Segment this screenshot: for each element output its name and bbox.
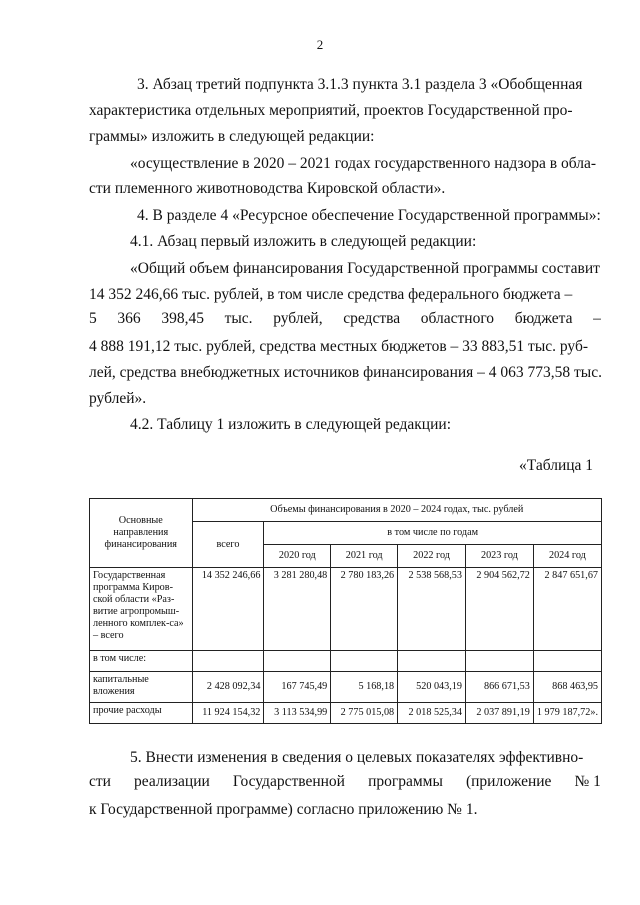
word: № 1 — [574, 773, 601, 790]
row-total: 11 924 154,32 — [192, 703, 264, 724]
row-value: 3 113 534,99 — [264, 703, 331, 724]
quote-41-line-6: рублей». — [89, 390, 147, 407]
row-value: 1 979 187,72». — [533, 703, 601, 724]
row-value: 3 281 280,48 — [264, 568, 331, 651]
paragraph-4-1: 4.1. Абзац первый изложить в следующей редакции: — [130, 233, 477, 250]
row-value: 868 463,95 — [533, 672, 601, 703]
word: 366 — [117, 310, 141, 327]
word: рублей, — [273, 310, 323, 327]
table-row — [90, 703, 602, 724]
word: бюджета — [514, 310, 573, 327]
paragraph-3-line-1: 3. Абзац третий подпункта 3.1.3 пункта 3.1 раздела 3 «Обобщенная — [137, 76, 583, 93]
header-year: 2022 год — [398, 545, 466, 568]
word: сти — [89, 773, 111, 790]
quote-41-line-5: лей, средства внебюджетных источников финансирования – 4 063 773,58 тыс. — [89, 364, 602, 381]
header-year: 2023 год — [465, 545, 533, 568]
word: областного — [420, 310, 495, 327]
word: Государственной — [232, 773, 345, 790]
row-value: 866 671,53 — [465, 672, 533, 703]
row-name: Государственная программа Киров-ской области «Раз-витие агропромыш-ленного комплек-са» – всего — [90, 568, 193, 651]
row-value: 2 037 891,19 — [465, 703, 533, 724]
row-value: 2 847 651,67 — [533, 568, 601, 651]
row-value — [465, 651, 533, 672]
row-name: в том числе: — [90, 651, 193, 672]
word: 5 — [89, 310, 97, 327]
row-name: капитальные вложения — [90, 672, 193, 703]
row-total — [192, 651, 264, 672]
quote-3-line-2: сти племенного животноводства Кировской области». — [89, 180, 446, 197]
word: средства — [343, 310, 401, 327]
header-directions: Основные направления финансирования — [90, 499, 193, 568]
row-value — [398, 651, 466, 672]
paragraph-3-line-3: граммы» изложить в следующей редакции: — [89, 128, 375, 145]
word: реализации — [134, 773, 210, 790]
row-value: 520 043,19 — [398, 672, 466, 703]
paragraph-5-line-1: 5. Внести изменения в сведения о целевых показателях эффективно- — [130, 749, 584, 766]
financing-table — [89, 498, 602, 724]
row-value: 5 168,18 — [331, 672, 398, 703]
word: (приложение — [465, 773, 552, 790]
paragraph-3-line-2: характеристика отдельных мероприятий, проектов Государственной про- — [89, 102, 573, 119]
table-row — [90, 568, 602, 651]
quote-41-line-2: 14 352 246,66 тыс. рублей, в том числе средства федерального бюджета – — [89, 286, 573, 303]
header-year: 2020 год — [264, 545, 331, 568]
row-value: 2 780 183,26 — [331, 568, 398, 651]
row-value — [264, 651, 331, 672]
row-value: 2 018 525,34 — [398, 703, 466, 724]
table-label: «Таблица 1 — [519, 457, 594, 474]
quote-41-line-3 — [89, 310, 601, 328]
word: тыс. — [224, 310, 253, 327]
header-total: всего — [192, 522, 264, 568]
row-value — [331, 651, 398, 672]
table-row — [90, 651, 602, 672]
quote-3-line-1: «осуществление в 2020 – 2021 годах государственного надзора в обла- — [130, 155, 596, 172]
paragraph-5-line-2 — [89, 773, 601, 791]
table-row — [90, 672, 602, 703]
paragraph-4-2: 4.2. Таблицу 1 изложить в следующей редакции: — [130, 416, 451, 433]
row-value: 2 775 015,08 — [331, 703, 398, 724]
row-total: 14 352 246,66 — [192, 568, 264, 651]
row-value: 2 904 562,72 — [465, 568, 533, 651]
word: – — [593, 310, 601, 327]
quote-41-line-1: «Общий объем финансирования Государственной программы составит — [130, 260, 600, 277]
paragraph-4: 4. В разделе 4 «Ресурсное обеспечение Государственной программы»: — [137, 207, 601, 224]
quote-41-line-4: 4 888 191,12 тыс. рублей, средства местных бюджетов – 33 883,51 тыс. руб- — [89, 338, 589, 355]
paragraph-5-line-3: к Государственной программе) согласно приложению № 1. — [89, 801, 478, 818]
header-year: 2021 год — [331, 545, 398, 568]
page-number: 2 — [316, 37, 324, 52]
row-name: прочие расходы — [90, 703, 193, 724]
row-value: 167 745,49 — [264, 672, 331, 703]
row-value — [533, 651, 601, 672]
row-value: 2 538 568,53 — [398, 568, 466, 651]
row-total: 2 428 092,34 — [192, 672, 264, 703]
word: 398,45 — [161, 310, 204, 327]
header-volumes: Объемы финансирования в 2020 – 2024 годах, тыс. рублей — [192, 499, 601, 522]
header-year: 2024 год — [533, 545, 601, 568]
header-by-years: в том числе по годам — [264, 522, 602, 545]
word: программы — [368, 773, 443, 790]
